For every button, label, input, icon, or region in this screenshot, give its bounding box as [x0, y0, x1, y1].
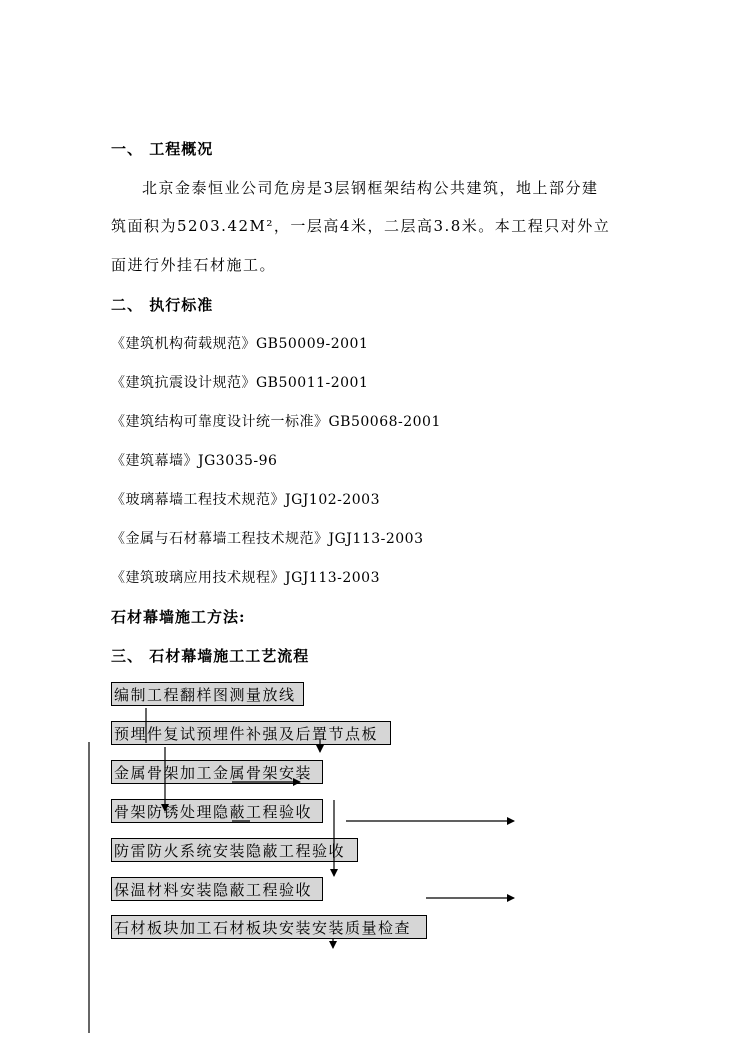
standard-item: 《建筑玻璃应用技术规程》JGJ113-2003: [111, 570, 380, 586]
flow-step-metal-frame: 金属骨架加工金属骨架安装: [111, 760, 323, 784]
flow-step-rust-proofing: 骨架防锈处理隐蔽工程验收: [111, 799, 323, 823]
section1-heading: 一、 工程概况: [111, 140, 214, 158]
standard-item: 《建筑幕墙》JG3035-96: [111, 453, 278, 469]
standard-item: 《玻璃幕墙工程技术规范》JGJ102-2003: [111, 492, 380, 508]
section3-heading: 三、 石材幕墙施工工艺流程: [111, 647, 310, 665]
standard-item: 《建筑结构可靠度设计统一标准》GB50068-2001: [111, 414, 441, 430]
standard-item: 《金属与石材幕墙工程技术规范》JGJ113-2003: [111, 531, 424, 547]
flow-step-stone-panels: 石材板块加工石材板块安装安装质量检查: [111, 915, 427, 939]
construction-method-heading: 石材幕墙施工方法:: [111, 608, 246, 626]
standard-item: 《建筑机构荷载规范》GB50009-2001: [111, 336, 369, 352]
overview-line-1: 北京金泰恒业公司危房是3层钢框架结构公共建筑，地上部分建: [142, 179, 599, 197]
flow-step-insulation: 保温材料安装隐蔽工程验收: [111, 877, 323, 901]
flow-step-survey: 编制工程翻样图测量放线: [111, 682, 304, 706]
overview-line-2: 筑面积为5203.42M²，一层高4米，二层高3.8米。本工程只对外立: [111, 217, 611, 235]
standard-item: 《建筑抗震设计规范》GB50011-2001: [111, 375, 369, 391]
flow-step-embedded-parts: 预埋件复试预埋件补强及后置节点板: [111, 721, 391, 745]
overview-line-3: 面进行外挂石材施工。: [111, 256, 277, 274]
flow-step-lightning-fire: 防雷防火系统安装隐蔽工程验收: [111, 838, 358, 862]
section2-heading: 二、 执行标准: [111, 296, 214, 314]
